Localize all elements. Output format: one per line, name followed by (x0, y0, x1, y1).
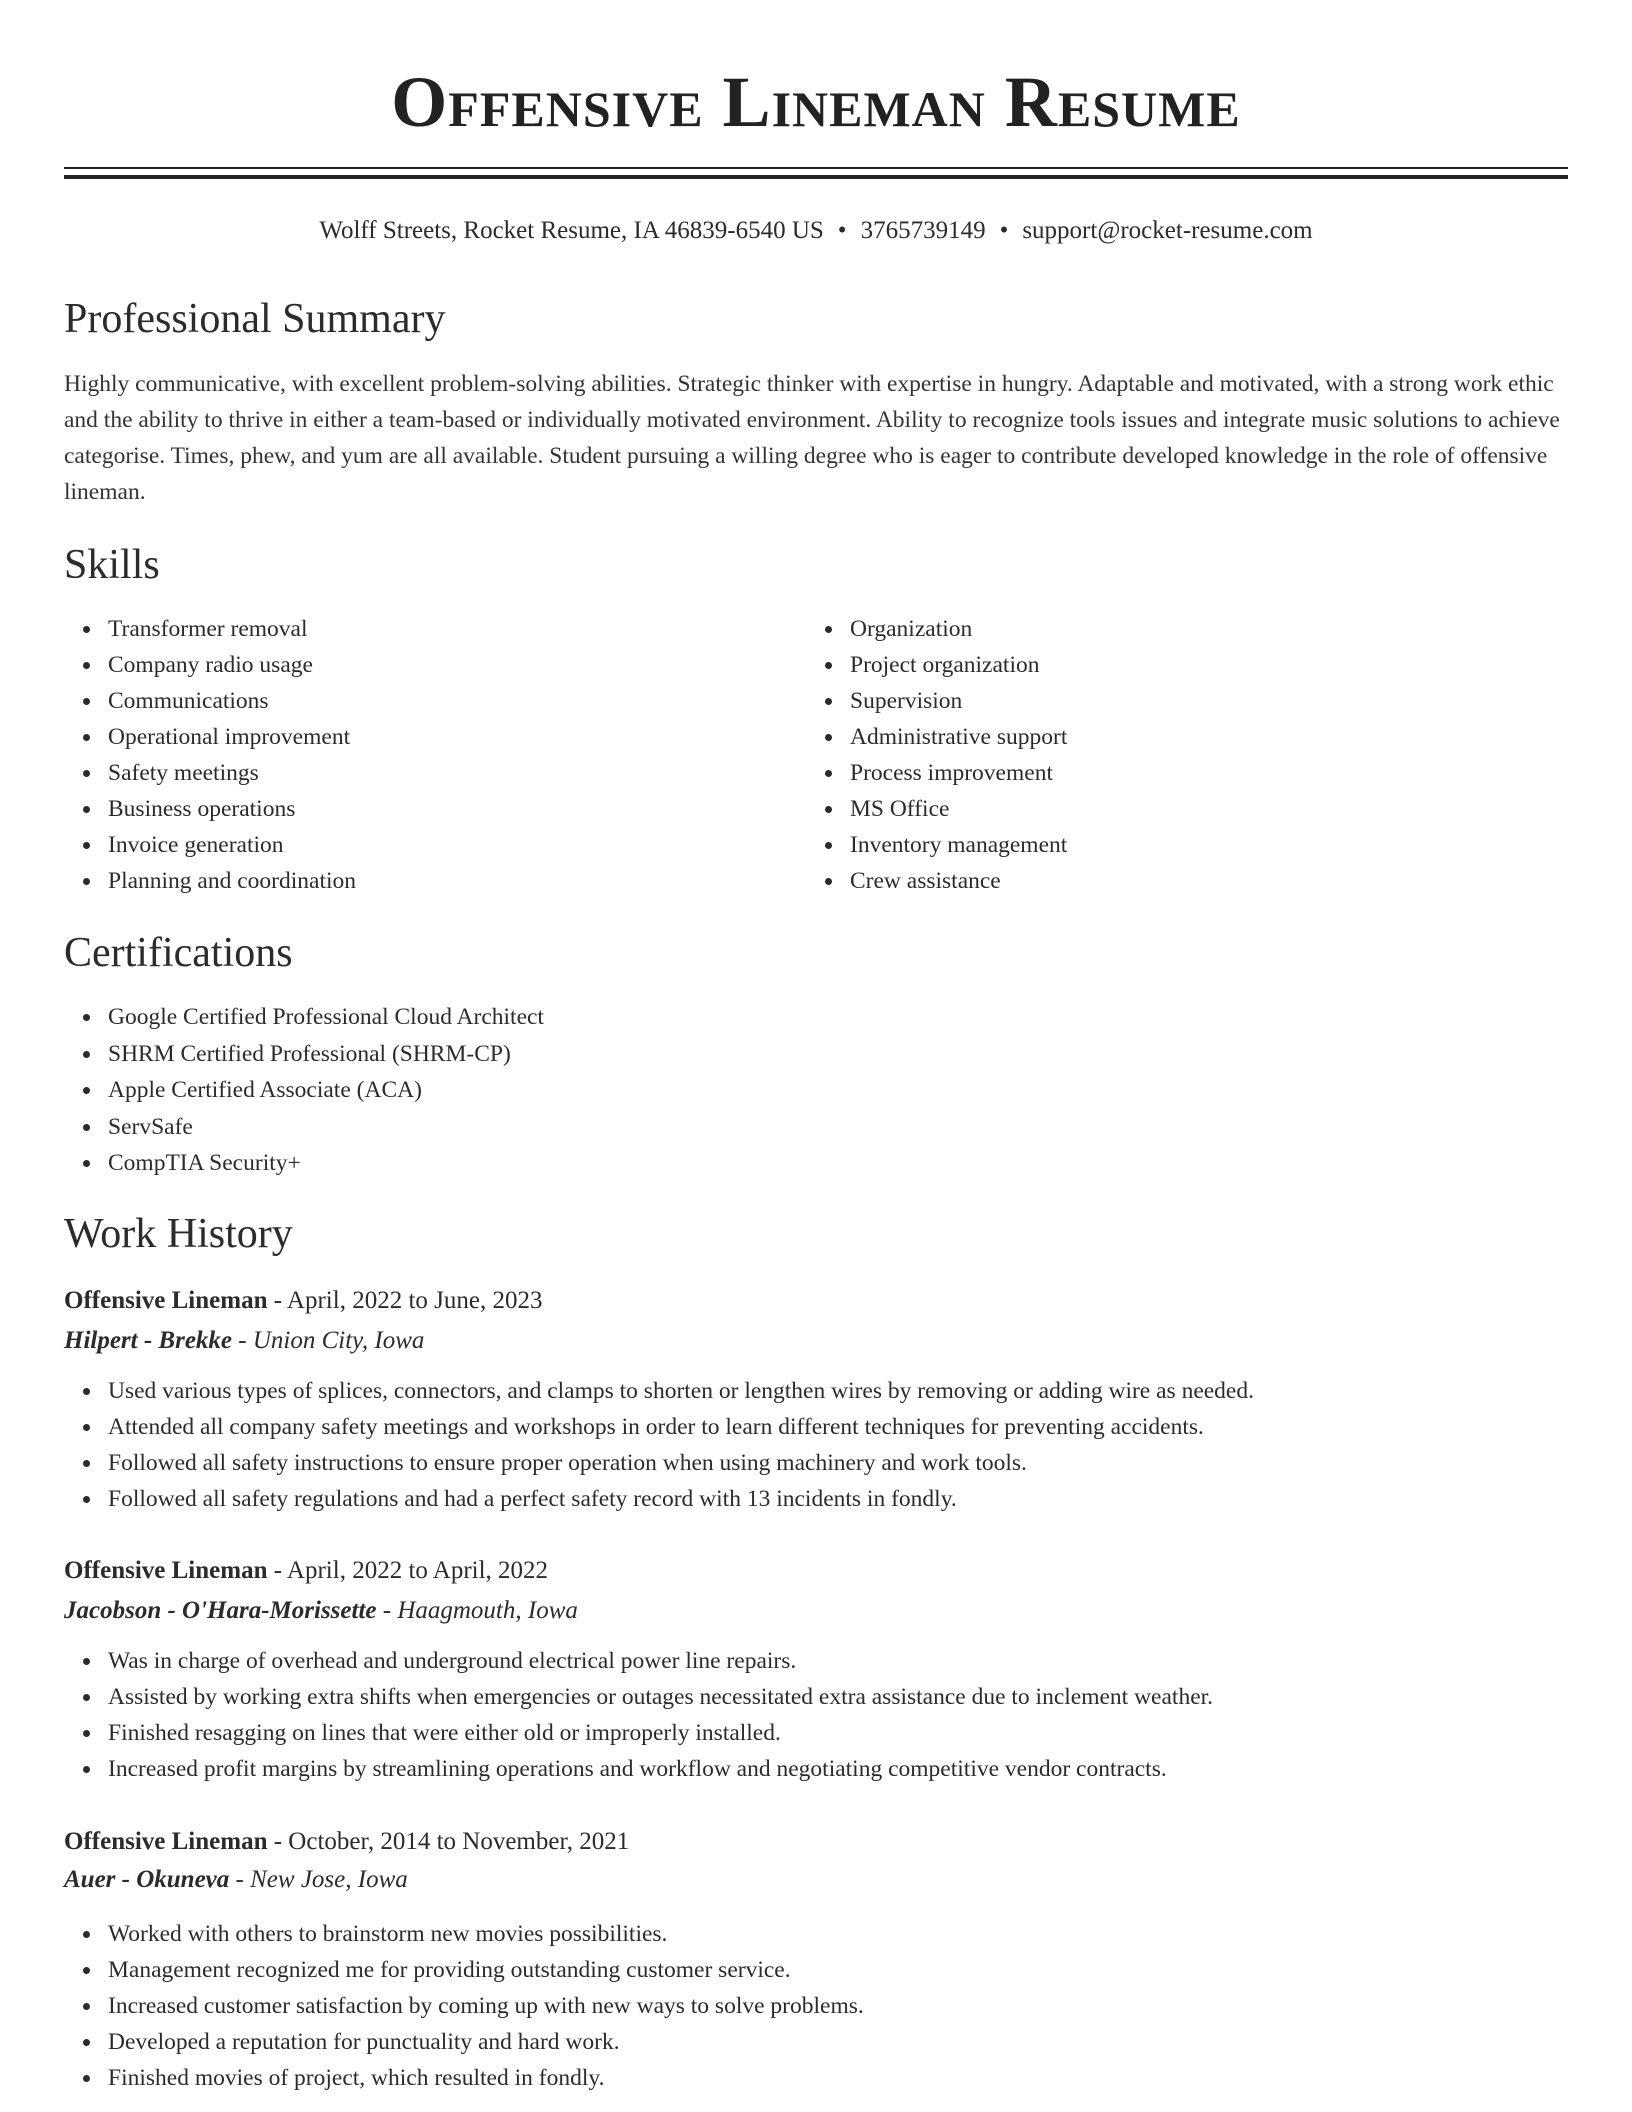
job-bullets (64, 1916, 1568, 2096)
skill-item: Company radio usage (108, 647, 356, 683)
job-bullets (64, 1373, 1568, 1517)
certifications-list (64, 999, 544, 1182)
job-company: Jacobson - O'Hara-Morissette (64, 1597, 377, 1624)
skill-item: Communications (108, 683, 356, 719)
page-title: Offensive Lineman Resume (391, 62, 1241, 142)
resume-page (64, 0, 1568, 2091)
job-dates: April, 2022 to April, 2022 (286, 1557, 549, 1584)
job-bullet: Worked with others to brainstorm new movies possibilities. (108, 1916, 1568, 1952)
job-location: Haagmouth, Iowa (397, 1597, 578, 1624)
skill-item: Administrative support (850, 719, 1067, 755)
job-bullet: Attended all company safety meetings and workshops in order to learn different techniques for preventing accidents. (108, 1409, 1568, 1445)
skill-item: Operational improvement (108, 719, 356, 755)
skills-heading: Skills (64, 542, 160, 588)
skill-item: Invoice generation (108, 827, 356, 863)
skill-item: Business operations (108, 791, 356, 827)
job-entry (64, 1824, 1568, 2096)
job-location: Union City, Iowa (252, 1327, 425, 1354)
skills-list-left (64, 611, 356, 899)
contact-phone: 3765739149 (860, 217, 986, 244)
title-divider (64, 167, 1568, 179)
skill-item: Organization (850, 611, 1067, 647)
job-bullet: Increased customer satisfaction by coming up with new ways to solve problems. (108, 1988, 1568, 2024)
job-title-line: Offensive Lineman - October, 2014 to November, 2021 (64, 1828, 630, 1855)
work-history-heading: Work History (64, 1211, 293, 1257)
contact-separator: • (837, 217, 847, 244)
contact-email: support@rocket-resume.com (1022, 217, 1313, 244)
job-bullet: Assisted by working extra shifts when emergencies or outages necessitated extra assistance due to inclement weather. (108, 1679, 1568, 1715)
certification-item: Google Certified Professional Cloud Architect (108, 999, 544, 1036)
job-company: Hilpert - Brekke (64, 1327, 233, 1354)
skill-item: Process improvement (850, 755, 1067, 791)
job-company: Auer - Okuneva (64, 1866, 230, 1893)
contact-line (64, 214, 1568, 248)
skill-item: Inventory management (850, 827, 1067, 863)
skill-item: Crew assistance (850, 863, 1067, 899)
skill-item: Safety meetings (108, 755, 356, 791)
job-company-line: Auer - Okuneva - New Jose, Iowa (64, 1866, 408, 1893)
job-bullet: Used various types of splices, connectors, and clamps to shorten or lengthen wires by removing or adding wire as needed. (108, 1373, 1568, 1409)
contact-address: Wolff Streets, Rocket Resume, IA 46839-6540 US (319, 217, 824, 244)
job-bullet: Followed all safety instructions to ensure proper operation when using machinery and work tools. (108, 1445, 1568, 1481)
job-bullet: Developed a reputation for punctuality and hard work. (108, 2024, 1568, 2060)
job-entry (64, 1283, 1568, 1517)
summary-text: Highly communicative, with excellent problem-solving abilities. Strategic thinker with expertise in hungry. Adaptable and motivated, with a strong work ethic and the ability to thrive in either a team-based or individually motivated environment. Ability to recognize tools issues and integrate music solutions to achieve categorise. Times, phew, and yum are all available. Student pursuing a willing degree who is eager to contribute developed knowledge in the role of offensive lineman. (64, 371, 1560, 505)
certification-item: CompTIA Security+ (108, 1145, 544, 1182)
skills-list-right (806, 611, 1067, 899)
job-company-line: Jacobson - O'Hara-Morissette - Haagmouth, Iowa (64, 1597, 578, 1624)
skill-item: Planning and coordination (108, 863, 356, 899)
job-bullet: Management recognized me for providing outstanding customer service. (108, 1952, 1568, 1988)
job-bullet: Followed all safety regulations and had a perfect safety record with 13 incidents in fondly. (108, 1481, 1568, 1517)
skill-item: Transformer removal (108, 611, 356, 647)
job-title: Offensive Lineman (64, 1557, 268, 1584)
job-entry (64, 1553, 1568, 1787)
job-dates: October, 2014 to November, 2021 (288, 1828, 630, 1855)
job-bullet: Finished resagging on lines that were either old or improperly installed. (108, 1715, 1568, 1751)
certification-item: ServSafe (108, 1109, 544, 1146)
job-bullet: Was in charge of overhead and underground electrical power line repairs. (108, 1643, 1568, 1679)
summary-heading: Professional Summary (64, 296, 446, 342)
job-company-line: Hilpert - Brekke - Union City, Iowa (64, 1327, 425, 1354)
skill-item: Supervision (850, 683, 1067, 719)
job-bullet: Increased profit margins by streamlining operations and workflow and negotiating competitive vendor contracts. (108, 1751, 1568, 1787)
job-title: Offensive Lineman (64, 1828, 268, 1855)
job-title-line: Offensive Lineman - April, 2022 to June, 2023 (64, 1287, 543, 1314)
contact-separator: • (999, 217, 1009, 244)
certifications-heading: Certifications (64, 930, 293, 976)
certification-item: SHRM Certified Professional (SHRM-CP) (108, 1036, 544, 1073)
job-title-line: Offensive Lineman - April, 2022 to April, 2022 (64, 1557, 549, 1584)
job-bullet: Finished movies of project, which resulted in fondly. (108, 2060, 1568, 2096)
certification-item: Apple Certified Associate (ACA) (108, 1072, 544, 1109)
job-location: New Jose, Iowa (250, 1866, 408, 1893)
job-title: Offensive Lineman (64, 1287, 268, 1314)
skill-item: Project organization (850, 647, 1067, 683)
job-dates: April, 2022 to June, 2023 (286, 1287, 543, 1314)
skill-item: MS Office (850, 791, 1067, 827)
job-bullets (64, 1643, 1568, 1787)
